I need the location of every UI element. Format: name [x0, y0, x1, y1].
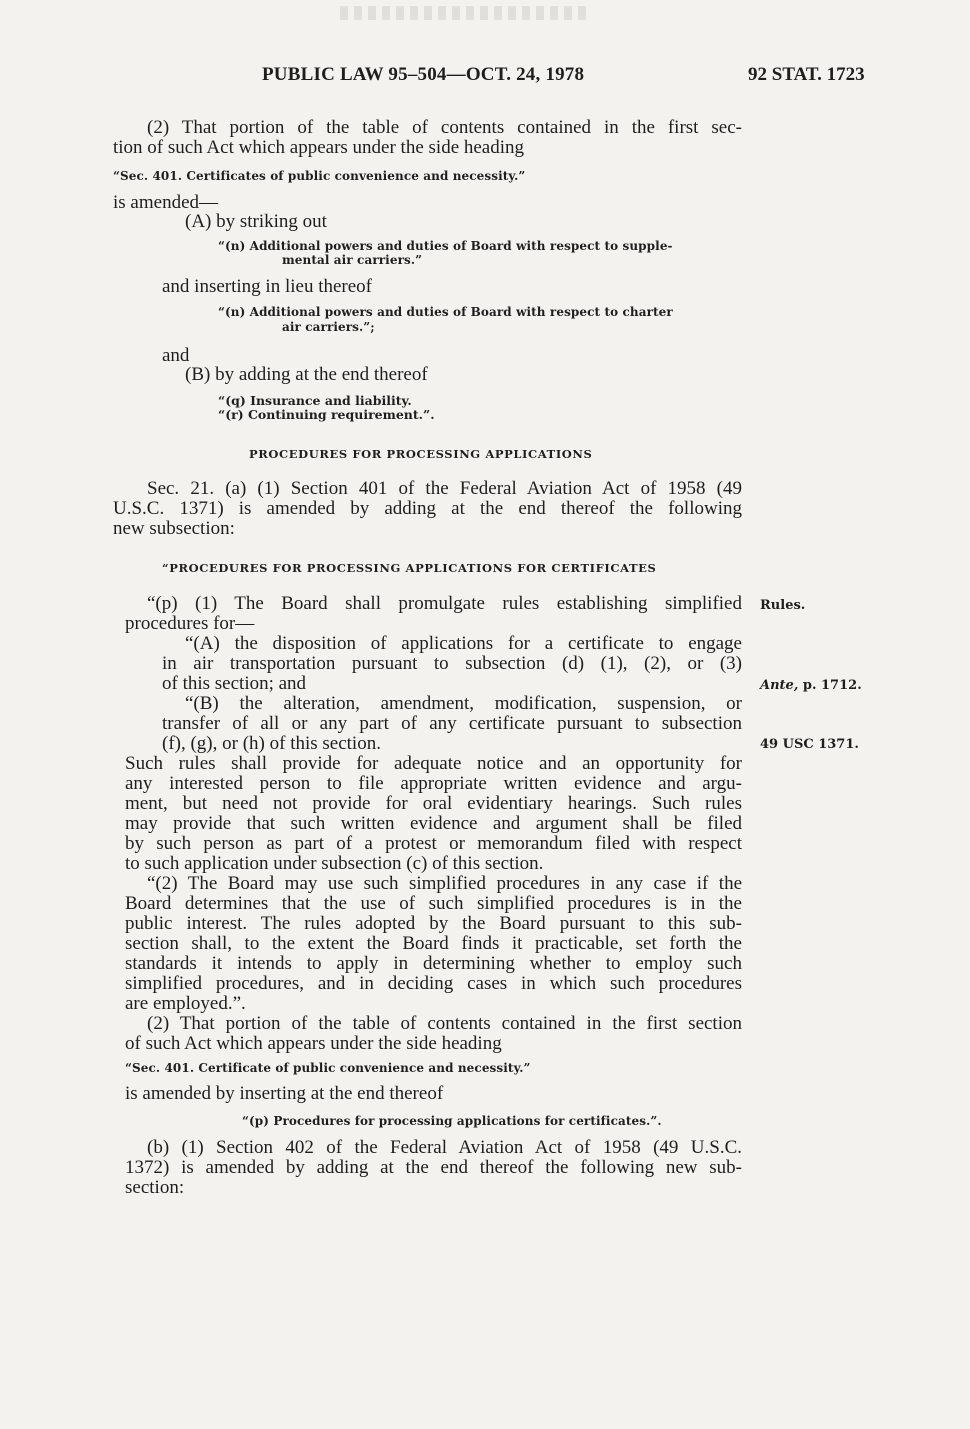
text-line: new subsection: [113, 518, 235, 539]
quoted-item: “(n) Additional powers and duties of Board with respect to charter [218, 305, 673, 319]
text-line: “(A) the disposition of applications for a certificate to engage [185, 633, 742, 654]
running-header-title: PUBLIC LAW 95–504—OCT. 24, 1978 [262, 64, 585, 85]
text-line: simplified procedures, and in deciding cases in which such procedures [125, 973, 742, 994]
margin-note-usc: 49 USC 1371. [760, 737, 859, 752]
text-line: tion of such Act which appears under the side heading [113, 137, 525, 158]
quoted-heading: “Sec. 401. Certificate of public convenience and necessity.” [125, 1061, 531, 1075]
text-line: (f), (g), or (h) of this section. [162, 733, 381, 754]
text-line: of this section; and [162, 673, 307, 694]
text-line: (2) That portion of the table of contents contained in the first section [147, 1013, 742, 1034]
text-line: in air transportation pursuant to subsection (d) (1), (2), or (3) [162, 653, 742, 674]
text-line: procedures for— [125, 613, 255, 634]
text-line: “(2) The Board may use such simplified procedures in any case if the [147, 873, 742, 894]
text-line: U.S.C. 1371) is amended by adding at the end thereof the following [113, 498, 742, 519]
text-line: standards it intends to apply in determining whether to employ such [125, 953, 742, 974]
text-line: “(p) (1) The Board shall promulgate rules establishing simplified [147, 593, 742, 614]
quoted-item: mental air carriers.” [282, 253, 423, 267]
text-line: may provide that such written evidence and argument shall be filed [125, 813, 742, 834]
text-line: Such rules shall provide for adequate notice and an opportunity for [125, 753, 742, 774]
text-line: any interested person to file appropriate written evidence and argu- [125, 773, 742, 794]
text-line: is amended by inserting at the end thereof [125, 1083, 444, 1104]
margin-note-ante-page: p. 1712. [802, 678, 862, 693]
text-line: are employed.”. [125, 993, 246, 1014]
text-line: ment, but need not provide for oral evidentiary hearings. Such rules [125, 793, 742, 814]
margin-note-ante-italic: Ante, [760, 678, 799, 693]
text-line: section shall, to the extent the Board finds it practicable, set forth the [125, 933, 742, 954]
quoted-item: “(q) Insurance and liability. [218, 393, 412, 408]
section-heading: PROCEDURES FOR PROCESSING APPLICATIONS [249, 447, 593, 461]
text-line: of such Act which appears under the side heading [125, 1033, 502, 1054]
text-line: 1372) is amended by adding at the end thereof the following new sub- [125, 1157, 742, 1178]
text-line: “(B) the alteration, amendment, modification, suspension, or [185, 693, 742, 714]
text-line: (A) by striking out [185, 211, 327, 232]
text-line: section: [125, 1177, 185, 1198]
text-line: public interest. The rules adopted by the Board pursuant to this sub- [125, 913, 742, 934]
text-line: and [162, 345, 190, 366]
quoted-item: “(p) Procedures for processing applications for certificates.”. [242, 1114, 662, 1128]
text-line: transfer of all or any part of any certificate pursuant to subsection [162, 713, 742, 734]
text-line: (b) (1) Section 402 of the Federal Aviation Act of 1958 (49 U.S.C. [147, 1137, 742, 1158]
text-line: to such application under subsection (c) of this section. [125, 853, 544, 874]
quoted-item: “(r) Continuing requirement.”. [218, 407, 435, 422]
running-header-stat: 92 STAT. 1723 [748, 64, 865, 85]
text-line: Sec. 21. (a) (1) Section 401 of the Federal Aviation Act of 1958 (49 [147, 478, 742, 499]
text-line: (B) by adding at the end thereof [185, 364, 428, 385]
margin-note-ante [760, 678, 862, 693]
text-line: Board determines that the use of such simplified procedures is in the [125, 893, 742, 914]
subsection-heading: “PROCEDURES FOR PROCESSING APPLICATIONS FOR CERTIFICATES [162, 561, 657, 575]
text-line: is amended— [113, 192, 219, 213]
scan-artifact [340, 6, 590, 20]
quoted-item: air carriers.”; [282, 320, 375, 334]
text-line: (2) That portion of the table of contents contained in the first sec- [147, 117, 742, 138]
text-line: by such person as part of a protest or memorandum filed with respect [125, 833, 742, 854]
quoted-item: “(n) Additional powers and duties of Board with respect to supple- [218, 239, 673, 253]
text-line: and inserting in lieu thereof [162, 276, 372, 297]
quoted-heading: “Sec. 401. Certificates of public convenience and necessity.” [113, 169, 526, 183]
margin-note-rules: Rules. [760, 598, 806, 613]
